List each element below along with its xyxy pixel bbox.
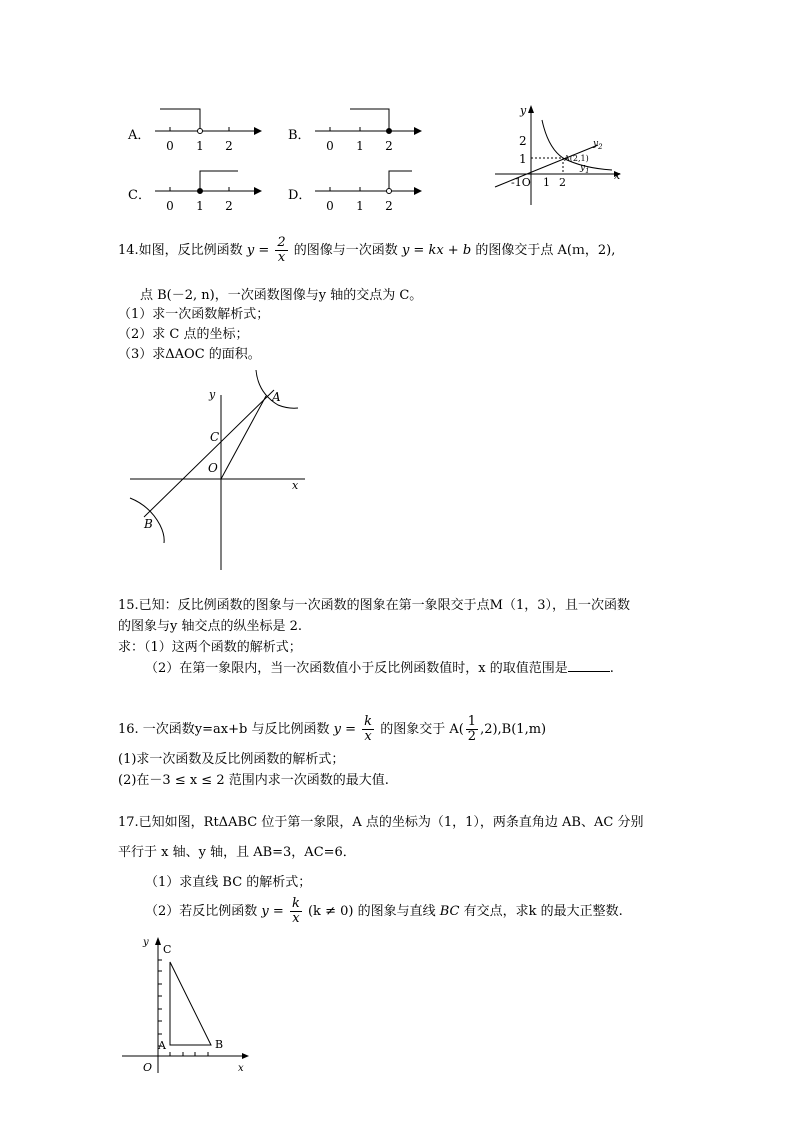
q17-figure <box>118 933 258 1083</box>
option-d-numberline <box>310 160 430 220</box>
q14-y2: y <box>401 243 410 258</box>
q17-item2-post: 有交点，求k 的最大正整数. <box>463 904 623 919</box>
option-d-tick-1: 1 <box>356 199 364 213</box>
q13-graph <box>490 100 630 210</box>
q17-frac-num: k <box>291 896 300 911</box>
q15-answer-blank[interactable] <box>568 659 610 672</box>
q14-fig-o: O <box>208 461 218 475</box>
q14-item-3: （3）求ΔAOC 的面积。 <box>118 347 261 362</box>
q16-a-den: 2 <box>467 729 477 744</box>
q15-line2: 的图象与y 轴交点的纵坐标是 2. <box>118 619 303 634</box>
q16-frac-num: k <box>364 714 373 729</box>
q16-frac-den: x <box>364 729 372 744</box>
q17-item2-pre: （2）若反比例函数 <box>145 904 258 919</box>
q17-fraction <box>290 897 302 926</box>
q17-fig-y: y <box>143 937 149 948</box>
option-a-numberline <box>150 100 270 160</box>
q17-line1: 17.已知如图，RtΔABC 位于第一象限，A 点的坐标为（1，1），两条直角边 AB、AC 分别 <box>118 815 644 830</box>
option-d-tick-0: 0 <box>326 199 334 213</box>
q14-frac-den: x <box>277 250 286 265</box>
q14-frac-num: 2 <box>277 235 286 250</box>
q13-origin: -1O <box>511 176 531 189</box>
q14-figure <box>120 365 320 575</box>
option-d-tick-2: 2 <box>385 199 393 213</box>
q14-line2: 点 B(－2, n)，一次函数图像与y 轴的交点为 C。 <box>140 288 423 303</box>
q14-fig-y: y <box>209 388 216 401</box>
q17-line2: 平行于 x 轴、y 轴，且 AB=3，AC=6． <box>118 845 356 860</box>
q15-line4 <box>145 659 614 679</box>
q15-line1: 15.已知：反比例函数的图象与一次函数的图象在第一象限交于点M（1，3），且一次函数 <box>118 598 631 613</box>
q14-fig-x: x <box>292 479 299 492</box>
option-b-numberline <box>310 100 430 160</box>
q13-point-a: A(2,1) <box>564 154 589 163</box>
q14-stem: 14.如图，反比例函数 y = $\frac{2}{x}$ 的图像与一次函数 y = kx + b 的图像交于点 A(ｍ，2), <box>118 235 616 265</box>
option-c-tick-0: 0 <box>166 199 174 213</box>
q17-fig-a: A <box>158 1039 166 1052</box>
q17-item-2: （2）若反比例函数 y = $\frac{k}{x}$ (k ≠ 0) 的图象与直线 BC 有交点，求k 的最大正整数. <box>145 896 623 926</box>
q13-tick-y1: 1 <box>519 152 527 166</box>
q17-fig-b: B <box>215 1038 224 1051</box>
q16-item-1: (1)求一次函数及反比例函数的解析式； <box>118 752 345 767</box>
q15-line4-text: （2）在第一象限内，当一次函数值小于反比例函数值时，x 的取值范围是 <box>145 661 568 676</box>
option-b-letter: B． <box>288 128 311 143</box>
q17-item2-bc: BC <box>439 904 460 919</box>
q17-fig-x: x <box>238 1063 244 1074</box>
q16-y: y <box>333 722 341 737</box>
option-c-numberline <box>150 160 270 220</box>
option-a-tick-2: 2 <box>225 139 233 153</box>
q14-mid: 的图像与一次函数 <box>293 243 398 258</box>
q13-y-label: y <box>520 104 527 117</box>
q13-tick-x1: 1 <box>543 176 550 189</box>
q16-mid: 的图象交于 A( <box>380 722 464 737</box>
option-b-tick-2: 2 <box>385 139 393 153</box>
q16-pre: 16. 一次函数y=ax+b 与反比例函数 <box>118 722 330 737</box>
q14-y: y <box>246 243 255 258</box>
option-a-tick-0: 0 <box>166 139 174 153</box>
q13-options <box>0 0 794 230</box>
q14-linear: kx + b <box>428 243 472 258</box>
option-c-tick-1: 1 <box>196 199 204 213</box>
q16-item-2: (2)在－3 ≤ x ≤ 2 范围内求一次函数的最大值. <box>118 773 389 788</box>
q16-stem: 16. 一次函数y=ax+b 与反比例函数 y = $\frac{k}{x}$ 的图象交于 A( $\frac{1}{2}$ ,2),B(1,m) <box>118 714 547 744</box>
q16-post: ,2),B(1,m) <box>480 722 547 737</box>
option-c-tick-2: 2 <box>225 199 233 213</box>
option-d-letter: D． <box>288 188 312 203</box>
option-b-tick-1: 1 <box>356 139 364 153</box>
q17-fig-o: O <box>143 1061 153 1074</box>
option-a-tick-1: 1 <box>196 139 204 153</box>
q13-y1-label: $y_1$ <box>580 163 590 175</box>
q15-line4-end: . <box>609 661 614 676</box>
q14-fraction <box>275 236 287 265</box>
q13-x-label: x <box>614 169 621 182</box>
q17-y: y <box>261 904 269 919</box>
q16-a-num: 1 <box>467 714 477 729</box>
q14-item-2: （2）求 C 点的坐标； <box>118 327 249 342</box>
option-c-letter: C． <box>128 188 151 203</box>
q13-tick-x2: 2 <box>559 176 566 189</box>
q14-fig-c: C <box>210 430 220 444</box>
q14-item-1: （1）求一次函数解析式； <box>118 307 270 322</box>
option-b-tick-0: 0 <box>326 139 334 153</box>
q17-item-1: （1）求直线 BC 的解析式； <box>145 875 312 890</box>
q16-fraction <box>362 715 374 744</box>
q17-fig-c: C <box>163 943 172 956</box>
q17-frac-den: x <box>292 911 300 926</box>
q17-item2-mid: (k ≠ 0) 的图象与直线 <box>307 904 436 919</box>
q13-y2-label: $y_2$ <box>593 139 603 151</box>
q16-a-fraction <box>466 715 478 744</box>
q14-fig-b: B <box>144 517 153 531</box>
q13-tick-y2: 2 <box>519 134 527 148</box>
q14-fig-a: A <box>272 390 281 404</box>
option-a-letter: A． <box>128 128 151 143</box>
q14-post: 的图像交于点 A(ｍ，2), <box>475 243 616 258</box>
q14-pre: 14.如图，反比例函数 <box>118 243 243 258</box>
q15-line3: 求：（1）这两个函数的解析式； <box>118 640 302 655</box>
